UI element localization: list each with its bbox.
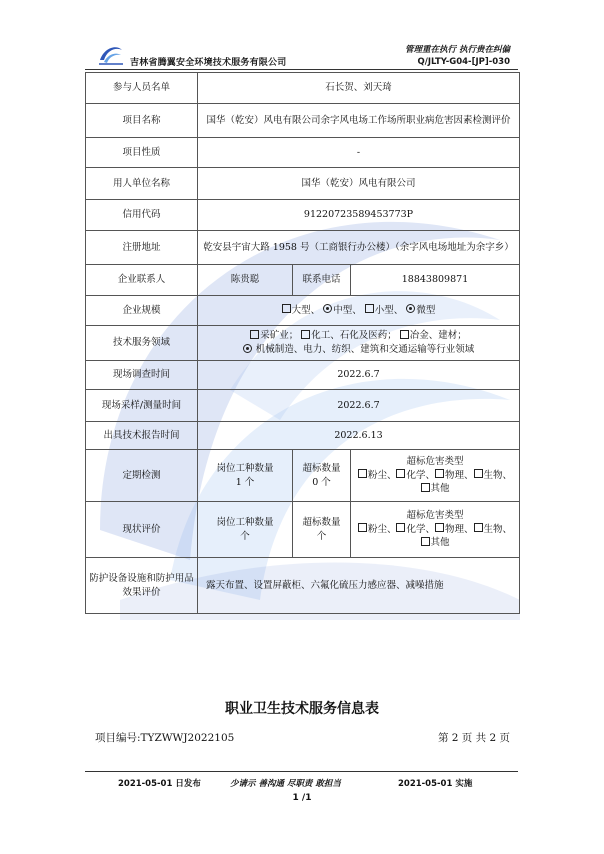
protection-label: 防护设备设施和防护用品效果评价: [86, 558, 198, 614]
service-area-metallurgy: 冶金、建材；: [409, 330, 467, 342]
footer-motto: 少请示 善沟通 尽职责 敢担当: [230, 779, 341, 789]
company-logo-icon: [98, 42, 124, 66]
scale-option-large: 大型、: [291, 304, 321, 316]
periodic-label: 定期检测: [86, 450, 198, 502]
table-row: [86, 200, 520, 231]
hazard-chemical: 化学、: [406, 523, 435, 535]
table-row: [86, 502, 520, 558]
hazard-other: 其他: [430, 537, 450, 549]
table-row: [86, 558, 520, 614]
hazard-label: 超标危害类型: [406, 455, 464, 467]
project-name-label: 项目名称: [86, 104, 198, 138]
periodic-hazards: [351, 450, 520, 502]
status-posts: [198, 502, 293, 558]
checkbox-unchecked-icon: [396, 523, 405, 532]
company-name: 吉林省腾翼安全环境技术服务有限公司: [130, 58, 287, 68]
service-area-options: [198, 326, 520, 361]
checkbox-unchecked-icon: [421, 483, 430, 492]
posts-label: 岗位工种数量: [216, 462, 274, 474]
project-name-value: 国华（乾安）风电有限公司余字风电场工作场所职业病危害因素检测评价: [198, 104, 520, 138]
status-over: [293, 502, 351, 558]
table-row: [86, 73, 520, 104]
table-row: [86, 231, 520, 265]
status-eval-label: 现状评价: [86, 502, 198, 558]
hazard-dust: 粉尘、: [367, 523, 397, 535]
checkbox-checked-icon: [406, 304, 415, 313]
project-number: 项目编号:TYZWWJ2022105: [95, 732, 235, 744]
form-title: 职业卫生技术服务信息表: [225, 701, 379, 717]
checkbox-checked-icon: [243, 344, 252, 353]
implementation-date: 2021-05-01 实施: [398, 779, 473, 789]
credit-code-label: 信用代码: [86, 200, 198, 231]
header-slogan: 管理重在执行 执行贵在纠偏: [405, 45, 510, 55]
employer-value: 国华（乾安）风电有限公司: [198, 168, 520, 200]
table-row: [86, 361, 520, 390]
hazard-physical: 物理、: [445, 523, 474, 535]
project-nature-value: -: [198, 138, 520, 168]
page-info: 第 2 页 共 2 页: [437, 732, 510, 744]
over-label: 超标数量: [302, 516, 341, 528]
project-nature-label: 项目性质: [86, 138, 198, 168]
checkbox-unchecked-icon: [396, 469, 405, 478]
phone-value: 18843809871: [351, 265, 520, 296]
contact-name: 陈贵聪: [198, 265, 293, 296]
checkbox-unchecked-icon: [301, 330, 310, 339]
checkbox-unchecked-icon: [474, 469, 483, 478]
table-row: [86, 265, 520, 296]
over-value: 个: [316, 530, 327, 542]
report-time-label: 出具技术报告时间: [86, 422, 198, 450]
periodic-over: [293, 450, 351, 502]
checkbox-checked-icon: [323, 304, 332, 313]
posts-value: 1 个: [235, 476, 255, 488]
table-row: [86, 138, 520, 168]
over-label: 超标数量: [302, 462, 341, 474]
periodic-posts: [198, 450, 293, 502]
service-area-manufacturing: 机械制造、电力、纺织、建筑和交通运输等行业领域: [255, 344, 475, 355]
employer-label: 用人单位名称: [86, 168, 198, 200]
table-row: [86, 104, 520, 138]
page-number: 1 /1: [292, 793, 312, 803]
sampling-time-label: 现场采样/测量时间: [86, 390, 198, 422]
hazard-biological: 生物、: [483, 523, 513, 535]
checkbox-unchecked-icon: [358, 469, 367, 478]
checkbox-unchecked-icon: [400, 330, 409, 339]
participants-label: 参与人员名单: [86, 73, 198, 104]
protection-value: 露天布置、设置屏蔽柜、六氟化硫压力感应器、减噪措施: [198, 558, 520, 614]
credit-code-value: 91220723589453773P: [198, 200, 520, 231]
checkbox-unchecked-icon: [421, 537, 430, 546]
contact-label: 企业联系人: [86, 265, 198, 296]
release-date: 2021-05-01 日发布: [118, 779, 201, 789]
over-value: 0 个: [312, 476, 331, 488]
hazard-physical: 物理、: [445, 469, 474, 481]
table-row: [86, 450, 520, 502]
header-divider: [85, 69, 518, 70]
service-area-mining: 采矿业；: [260, 330, 299, 342]
participants-value: 石长贺、刘天琦: [198, 73, 520, 104]
checkbox-unchecked-icon: [474, 523, 483, 532]
checkbox-unchecked-icon: [282, 304, 291, 313]
hazard-label: 超标危害类型: [406, 509, 464, 521]
status-hazards: [351, 502, 520, 558]
service-area-chemical: 化工、石化及医药；: [311, 330, 397, 342]
scale-label: 企业规模: [86, 296, 198, 326]
report-time-value: 2022.6.13: [198, 422, 520, 450]
checkbox-unchecked-icon: [358, 523, 367, 532]
survey-time-value: 2022.6.7: [198, 361, 520, 390]
scale-option-medium: 中型、: [333, 304, 362, 316]
table-row: [86, 422, 520, 450]
scale-option-micro: 微型: [416, 304, 436, 316]
checkbox-unchecked-icon: [250, 330, 259, 339]
table-row: [86, 390, 520, 422]
address-label: 注册地址: [86, 231, 198, 265]
checkbox-unchecked-icon: [365, 304, 374, 313]
posts-label: 岗位工种数量: [216, 516, 274, 528]
scale-option-small: 小型、: [374, 304, 404, 316]
info-table: [85, 72, 520, 614]
table-row: [86, 296, 520, 326]
sampling-time-value: 2022.6.7: [198, 390, 520, 422]
hazard-other: 其他: [430, 483, 450, 495]
phone-label: 联系电话: [293, 265, 351, 296]
table-row: [86, 168, 520, 200]
page-header: [0, 0, 604, 72]
posts-value: 个: [240, 530, 250, 542]
hazard-dust: 粉尘、: [367, 469, 397, 481]
footer-divider: [85, 771, 518, 772]
checkbox-unchecked-icon: [435, 469, 444, 478]
service-area-label: 技术服务领域: [86, 326, 198, 361]
hazard-chemical: 化学、: [406, 469, 435, 481]
hazard-biological: 生物、: [483, 469, 513, 481]
table-row: [86, 326, 520, 361]
scale-options: [198, 296, 520, 326]
document-code: Q/JLTY-G04-[JP]-030: [417, 57, 510, 67]
checkbox-unchecked-icon: [435, 523, 444, 532]
survey-time-label: 现场调查时间: [86, 361, 198, 390]
address-value: 乾安县宇宙大路 1958 号（工商银行办公楼）（余字风电场地址为余字乡）: [198, 231, 520, 265]
